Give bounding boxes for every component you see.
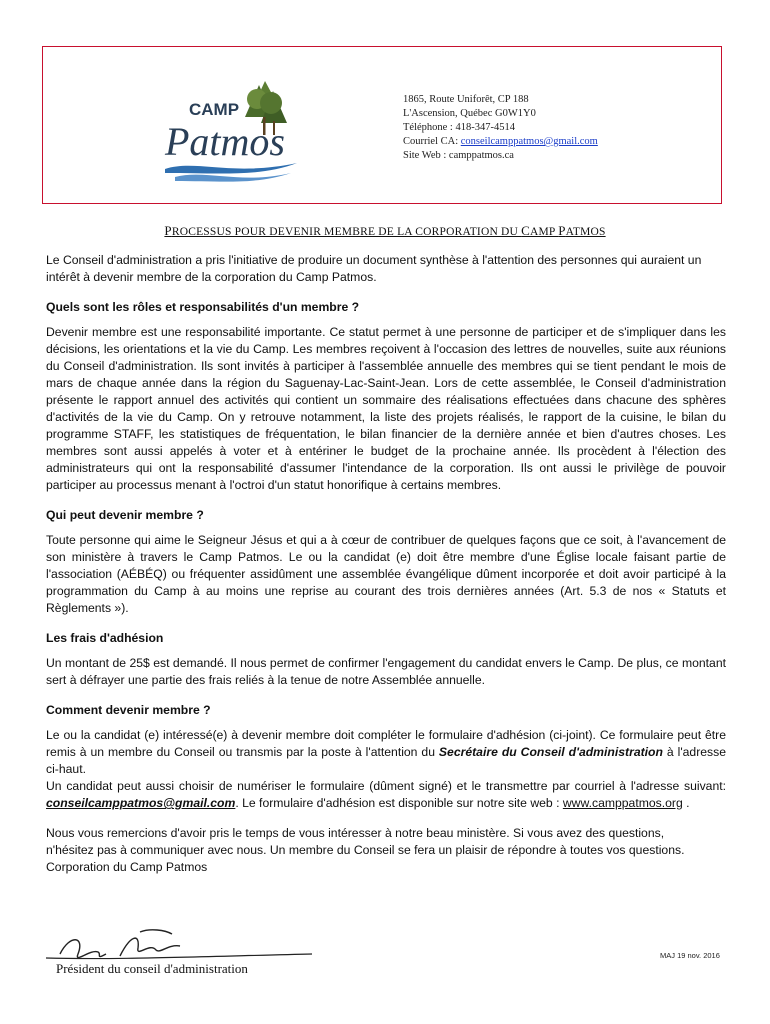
camp-patmos-logo <box>161 77 301 187</box>
email-link[interactable]: conseilcamppatmos@gmail.com <box>46 796 236 810</box>
fees-paragraph: Un montant de 25$ est demandé. Il nous permet de confirmer l'engagement du candidat envers le Camp. De plus, ce montant sert à défrayer une partie des frais reliés à la tenue de notre Assemblée annuelle. <box>46 656 726 687</box>
contact-website: Site Web : camppatmos.ca <box>403 150 514 161</box>
secretary-emphasis: Secrétaire du Conseil d'administration <box>438 745 663 759</box>
closing-block <box>46 825 726 876</box>
how-text-2a: Un candidat peut aussi choisir de numériser le formulaire (dûment signé) et le transmettre par courriel à l'adresse suivant: <box>46 779 726 793</box>
contact-city: L'Ascension, Québec G0W1Y0 <box>403 108 536 119</box>
closing-line-3: Corporation du Camp Patmos <box>46 860 208 874</box>
title-part-2: AMP <box>530 226 559 238</box>
how-text-2b: . Le formulaire d'adhésion est disponible sur notre site web : <box>235 796 563 810</box>
how-heading: Comment devenir membre ? <box>46 703 211 717</box>
how-paragraph-2 <box>46 778 726 812</box>
how-paragraph-1 <box>46 727 726 778</box>
title-cap-1: P <box>164 223 172 238</box>
contact-address: 1865, Route Uniforêt, CP 188 <box>403 94 529 105</box>
intro-paragraph: Le Conseil d'administration a pris l'initiative de produire un document synthèse à l'attention des personnes qui auraient un intérêt à devenir membre de la corporation du Camp Patmos. <box>46 253 702 284</box>
fees-heading: Les frais d'adhésion <box>46 631 164 645</box>
how-text-2c: . <box>682 796 690 810</box>
contact-email-label: Courriel CA: <box>403 136 461 147</box>
title-part-1: ROCESSUS POUR DEVENIR MEMBRE DE LA CORPORATION DU <box>171 226 522 238</box>
closing-line-1: Nous vous remercions d'avoir pris le temps de vous intéresser à notre beau ministère. Si vous avez des questions, <box>46 826 665 840</box>
title-cap-3: P <box>558 223 566 238</box>
letterhead-box <box>42 46 722 204</box>
logo-camp-text: CAMP <box>189 100 240 119</box>
update-date: MAJ 19 nov. 2016 <box>660 951 720 960</box>
title-part-3: ATMOS <box>565 226 606 238</box>
logo-patmos-text: Patmos <box>165 119 285 164</box>
website-link[interactable]: www.camppatmos.org <box>562 796 683 810</box>
signature-label: Président du conseil d'administration <box>56 961 248 976</box>
roles-heading: Quels sont les rôles et responsabilités d'un membre ? <box>46 300 360 314</box>
page-title <box>0 223 770 239</box>
contact-phone: Téléphone : 418-347-4514 <box>403 122 515 133</box>
title-cap-2: C <box>521 223 530 238</box>
contact-block <box>403 93 598 163</box>
roles-paragraph: Devenir membre est une responsabilité importante. Ce statut permet à une personne de participer et de s'impliquer dans les décisions, les orientations et la vie du Camp. Les membres reçoivent à l'occasion des lettres de nouvelles, suite aux réunions du Conseil d'administration. Ils sont invités à participer à l'assemblée annuelle des membres qui se tient pendant le mois de mars de chaque année dans la région du Saguenay-Lac-Saint-Jean. Lors de cette assemblée, le Conseil d'administration présente le rapport annuel des activités qui contient un sommaire des réalisations effectuées dans chacune des sphères d'activités de la vie du Camp. On y retrouve notamment, la liste des projets réalisés, le rapport de la cuisine, le bilan du programme STAFF, les statistiques de fréquentation, le bilan financier de la dernière année et bien d'autres choses. Les membres sont aussi appelés à voter et à entériner le budget de la prochaine année. Ils procèdent à l'élection des administrateurs qui ont la responsabilité d'assumer l'intendance de la corporation. Ils ont aussi le privilège de pouvoir participer au processus menant à l'octroi d'un statut honorifique à certains membres. <box>46 325 726 492</box>
who-heading: Qui peut devenir membre ? <box>46 508 204 522</box>
how-text-1c: à l'adresse ci-haut. <box>46 745 727 776</box>
closing-line-2: n'hésitez pas à communiquer avec nous. Un membre du Conseil se fera un plaisir de répondre à toutes vos questions. <box>46 843 685 857</box>
who-paragraph: Toute personne qui aime le Seigneur Jésus et qui a à cœur de contribuer de quelques façons que ce soit, à l'avancement de son ministère à travers le Camp Patmos. Le ou la candidat (e) doit être membre d'une Église locale faisant partie de l'association (AÉBÉQ) ou fréquenter assidûment une assemblée évangélique dûment incorporée et doit avoir participé à la programmation du Camp à au moins une reprise au courant des trois dernières années (Art. 5.3 de nos « Statuts et Règlements »). <box>46 533 726 615</box>
document-body <box>46 252 726 876</box>
how-text-1a: Le ou la candidat (e) intéressé(e) à devenir membre doit compléter le formulaire d'adhésion (ci-joint). Ce formulaire peut être remis à un membre du Conseil ou transmis par la poste à l'attention du <box>46 728 726 759</box>
contact-email-line <box>403 135 598 149</box>
contact-email-link[interactable]: conseilcamppatmos@gmail.com <box>460 136 598 147</box>
